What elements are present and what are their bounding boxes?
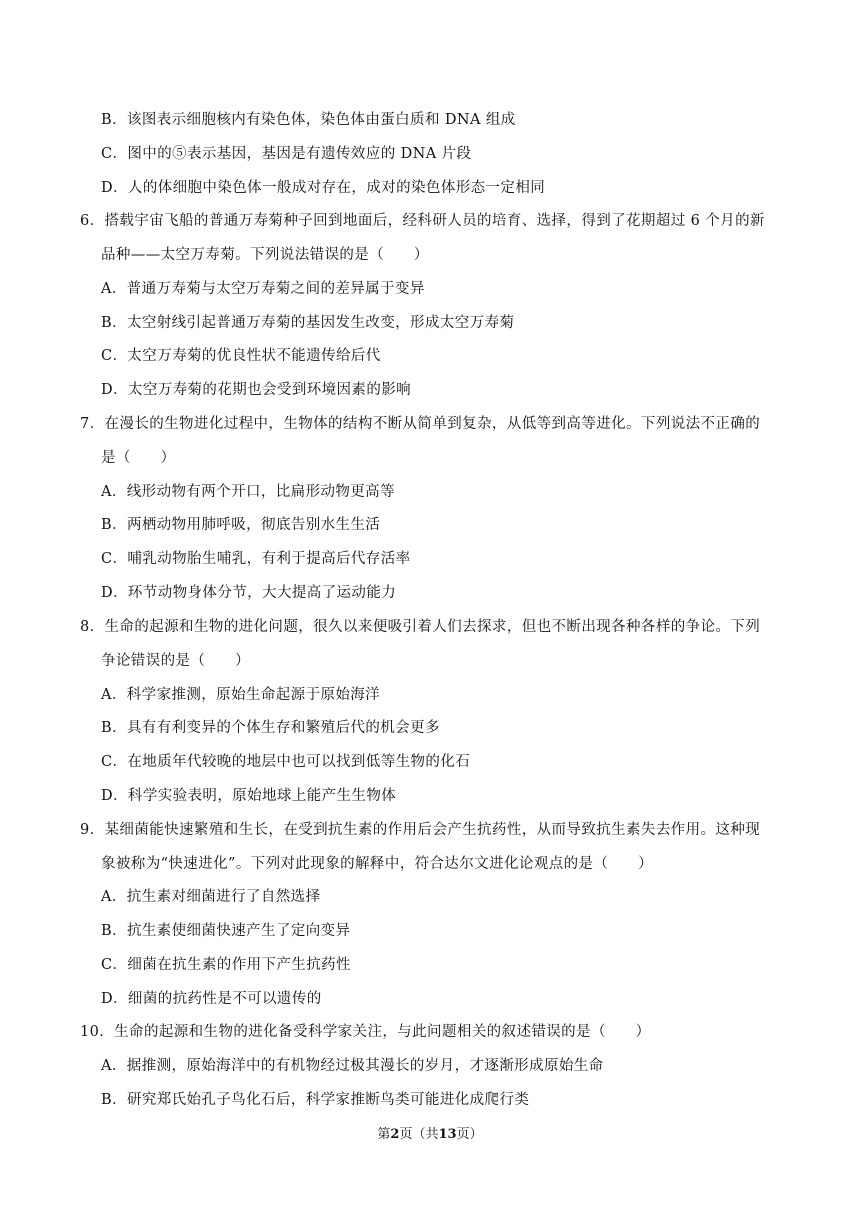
q10-option-a: A．据推测，原始海洋中的有机物经过极其漫长的岁月，才逐渐形成原始生命 [101,1058,604,1074]
q5-option-b: B．该图表示细胞核内有染色体，染色体由蛋白质和 DNA 组成 [101,112,516,128]
q7-stem-line-2: 是（ ） [101,450,176,466]
q7-option-a: A．线形动物有两个开口，比扁形动物更高等 [101,484,395,500]
q6-stem-line-2: 品种——太空万寿菊。下列说法错误的是（ ） [101,247,429,263]
q6-option-d: D．太空万寿菊的花期也会受到环境因素的影响 [101,382,412,398]
q9-option-b: B．抗生素使细菌快速产生了定向变异 [101,923,351,939]
q9-option-c: C．细菌在抗生素的作用下产生抗药性 [101,957,351,973]
q9-stem-line-1: 9．某细菌能快速繁殖和生长，在受到抗生素的作用后会产生抗药性，从而导致抗生素失去作用。这种现 [80,822,761,838]
q8-option-d: D．科学实验表明，原始地球上能产生生物体 [101,788,397,804]
q8-stem-line-2: 争论错误的是（ ） [101,653,250,669]
q5-option-d: D．人的体细胞中染色体一般成对存在，成对的染色体形态一定相同 [101,180,546,196]
page-footer [0,1126,860,1144]
q8-option-c: C．在地质年代较晚的地层中也可以找到低等生物的化石 [101,754,471,770]
q10-stem-line-1: 10．生命的起源和生物的进化备受科学家关注，与此问题相关的叙述错误的是（ ） [80,1024,651,1040]
q6-option-b: B．太空射线引起普通万寿菊的基因发生改变，形成太空万寿菊 [101,315,515,331]
q8-option-b: B．具有有利变异的个体生存和繁殖后代的机会更多 [101,720,440,736]
q9-option-d: D．细菌的抗药性是不可以遗传的 [101,991,322,1007]
q10-option-b: B．研究郑氏始孔子鸟化石后，科学家推断鸟类可能进化成爬行类 [101,1092,530,1108]
footer-suffix: 页） [456,1127,483,1142]
q6-option-a: A．普通万寿菊与太空万寿菊之间的差异属于变异 [101,281,425,297]
q5-option-c: C．图中的⑤表示基因，基因是有遗传效应的 DNA 片段 [101,146,472,162]
total-page-count: 13 [438,1127,457,1142]
q7-stem-line-1: 7．在漫长的生物进化过程中，生物体的结构不断从简单到复杂，从低等到高等进化。下列说法不正确的 [80,416,761,432]
q8-stem-line-1: 8．生命的起源和生物的进化问题，很久以来便吸引着人们去探求，但也不断出现各种各样的争论。下列 [80,619,761,635]
q9-stem-line-2: 象被称为“快速进化”。下列对此现象的解释中，符合达尔文进化论观点的是（ ） [101,856,654,872]
q8-option-a: A．科学家推测，原始生命起源于原始海洋 [101,687,381,703]
q7-option-b: B．两栖动物用肺呼吸，彻底告别水生生活 [101,517,381,533]
footer-prefix: 第 [377,1127,391,1142]
q9-option-a: A．抗生素对细菌进行了自然选择 [101,889,321,905]
q7-option-d: D．环节动物身体分节，大大提高了运动能力 [101,585,397,601]
footer-middle: 页（共 [399,1127,439,1142]
q7-option-c: C．哺乳动物胎生哺乳，有利于提高后代存活率 [101,551,411,567]
q6-stem-line-1: 6．搭载宇宙飞船的普通万寿菊种子回到地面后，经科研人员的培育、选择，得到了花期超过 6 个月的新 [80,213,765,229]
q6-option-c: C．太空万寿菊的优良性状不能遗传给后代 [101,348,381,364]
current-page-number: 2 [390,1127,400,1142]
